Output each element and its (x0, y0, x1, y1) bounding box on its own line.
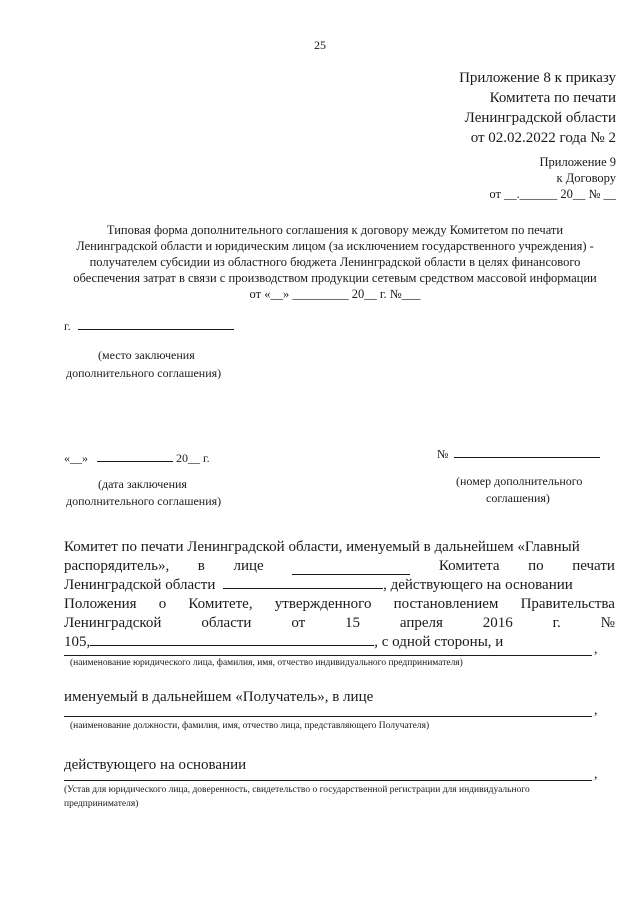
word: по (528, 558, 544, 574)
head-position-line[interactable] (223, 588, 383, 589)
resolution-line[interactable] (90, 645, 374, 646)
body-line-5 (64, 615, 615, 632)
word: Положения (64, 596, 137, 612)
word: 15 (345, 615, 361, 631)
number-prefix: № (437, 447, 449, 461)
word: печати (572, 558, 615, 574)
word: в (197, 558, 205, 574)
comma: , (594, 703, 598, 718)
place-caption-2: дополнительного соглашения) (66, 366, 222, 380)
word: , с одной стороны, и (374, 634, 504, 650)
body-line-3 (64, 577, 573, 594)
subheader-line-3: от __.______ 20__ № __ (489, 187, 616, 201)
number-input-line[interactable] (454, 457, 600, 458)
word: Комитета (438, 558, 500, 574)
place-field (64, 318, 234, 334)
body-line-4 (64, 596, 615, 613)
word: апреля (399, 615, 443, 631)
page-number: 25 (314, 38, 326, 52)
date-day: «__» (64, 451, 88, 465)
header-line-3: Ленинградской области (464, 110, 616, 126)
basis-caption-2: предпринимателя) (64, 799, 139, 809)
number-caption-1: (номер дополнительного (456, 474, 583, 488)
position-caption: (наименование должности, фамилия, имя, отчество лица, представляющего Получателя) (70, 721, 430, 731)
legal-name-line[interactable] (64, 655, 592, 656)
basis-line[interactable] (64, 780, 592, 781)
word: 2016 (482, 615, 513, 631)
body-line-2 (64, 558, 615, 575)
word: Ленинградской области (64, 577, 216, 593)
word: области (201, 615, 252, 631)
word: Комитете, (188, 596, 253, 612)
title-line-5: от «__» _________ 20__ г. №___ (249, 287, 421, 301)
word: Правительства (520, 596, 615, 612)
title-line-4: обеспечения затрат в связи с производством продукции сетевым средством массовой информации (73, 271, 597, 285)
word: № (600, 615, 615, 631)
body-line-6 (64, 634, 503, 651)
word: , действующего на основании (383, 577, 573, 593)
header-line-1: Приложение 8 к приказу (459, 70, 616, 86)
comma: , (594, 767, 598, 782)
head-name-line[interactable] (292, 558, 410, 575)
word: распорядитель», (64, 558, 170, 574)
date-year: 20__ г. (176, 451, 210, 465)
place-prefix: г. (64, 319, 71, 333)
body-line-1: Комитет по печати Ленинградской области, именуемый в дальнейшем «Главный (64, 539, 580, 555)
word: от (291, 615, 306, 631)
word: 105, (64, 634, 91, 650)
word: утвержденного (274, 596, 372, 612)
subheader-line-2: к Договору (556, 171, 616, 185)
legal-name-caption: (наименование юридического лица, фамилия, имя, отчество индивидуального предпринимателя) (70, 658, 463, 668)
date-field (64, 450, 210, 466)
comma: , (594, 642, 598, 657)
recipient-line: именуемый в дальнейшем «Получатель», в лице (64, 689, 374, 705)
header-line-4: от 02.02.2022 года № 2 (470, 130, 616, 146)
acting-line: действующего на основании (64, 757, 247, 773)
number-field (437, 446, 600, 462)
title-line-3: получателем субсидии из областного бюджета Ленинградской области в целях финансового (89, 255, 581, 269)
word: Ленинградской (64, 615, 162, 631)
basis-caption-1: (Устав для юридического лица, доверенность, свидетельство о государственной регистрации для индивидуального (64, 785, 530, 795)
place-caption-1: (место заключения (98, 348, 195, 362)
document-title (60, 222, 610, 302)
word: г. (552, 615, 561, 631)
title-line-1: Типовая форма дополнительного соглашения к договору между Комитетом по печати (106, 223, 564, 237)
number-caption-2: соглашения) (486, 491, 550, 505)
word: постановлением (393, 596, 499, 612)
title-line-2: Ленинградской области и юридическим лицом (за исключением государственного учреждения) - (76, 239, 594, 253)
place-input-line[interactable] (78, 329, 234, 330)
position-line[interactable] (64, 716, 592, 717)
word: лице (233, 558, 264, 574)
date-caption-1: (дата заключения (98, 477, 187, 491)
word: о (158, 596, 167, 612)
date-month-line[interactable] (97, 461, 173, 462)
header-line-2: Комитета по печати (489, 90, 616, 106)
subheader-line-1: Приложение 9 (539, 155, 616, 169)
date-caption-2: дополнительного соглашения) (66, 494, 222, 508)
